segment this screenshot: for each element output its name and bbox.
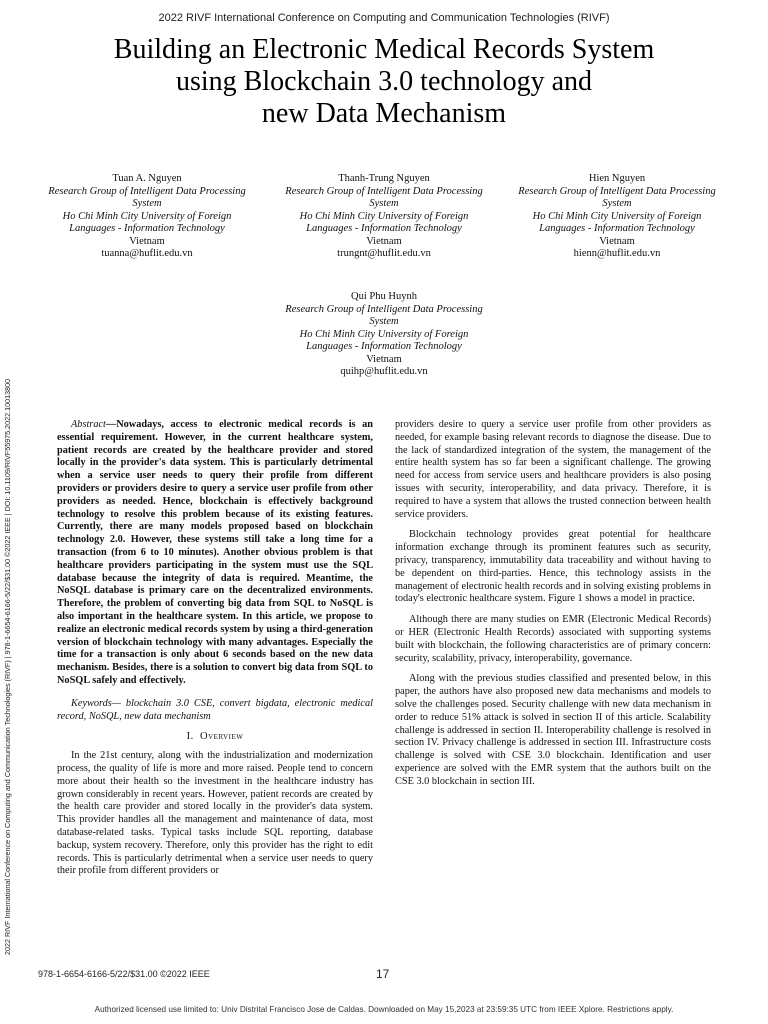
conference-header: 2022 RIVF International Conference on Computing and Communication Technologies (RIVF) — [158, 12, 610, 24]
author-email[interactable]: trungnt@huflit.edu.vn — [337, 248, 431, 259]
author-country: Vietnam — [366, 235, 402, 247]
author-affiliation: Research Group of Intelligent Data Processing System — [285, 303, 483, 327]
author-university: Ho Chi Minh City University of Foreign Languages - Information Technology — [299, 210, 469, 234]
author-email[interactable]: quihp@huflit.edu.vn — [340, 366, 428, 377]
author-name: Tuan A. Nguyen — [112, 173, 182, 184]
author-country: Vietnam — [599, 235, 635, 247]
abstract — [57, 419, 373, 688]
left-column — [57, 419, 373, 886]
body-paragraph: providers desire to query a service user profile from other providers as needed, for example basing relevant records to diagnose the disease. Due to the lack of standardized integration of the system, the management of the entire health system has so far been a significant challenge. The growing need for access from service users and healthcare providers is also posing issues with security, interoperability, and data privacy. Therefore, it is required to have a system that allows the trusted connection between health service providers. — [395, 419, 711, 520]
author-block — [47, 173, 247, 261]
body-paragraph: Although there are many studies on EMR (Electronic Medical Records) or HER (Electronic Health Records) associated with supporting systems built with blockchain, the following characteristics are of primary concern: security, scalability, privacy, interoperability, governance. — [395, 614, 711, 664]
license-notice: Authorized licensed use limited to: Univ Distrital Francisco Jose de Caldas. Downloaded on May 15,2023 at 23:59:35 UTC from IEEE Xplore. Restrictions apply. — [94, 1005, 674, 1014]
right-column — [395, 419, 711, 797]
paper-title — [40, 34, 728, 130]
author-block — [284, 173, 484, 261]
author-name: Hien Nguyen — [588, 173, 646, 184]
author-email[interactable]: tuanna@huflit.edu.vn — [101, 248, 193, 259]
section-title: Overview — [200, 731, 244, 743]
abstract-text: —Nowadays, access to electronic medical records is an essential requirement. However, in the current healthcare system, patient records are created by the healthcare provider and stored locally in the provider's data system. This is particularly detrimental when a service user needs to query their profile from different providers or providers desire to query a service user profile from other providers as needed. Hence, blockchain is effectively background technology to resolve this problem because of its existing features. Currently, there are many models proposed based on blockchain technology 2.0. However, these systems still take a long time for a transaction (from 6 to 10 minutes). Another obvious problem is that healthcare providers participating in the system must use the SQL database because the integrity of data is required. Meantime, the NoSQL database is primary care on the decentralized environments. Therefore, the problem of converting big data from SQL to NoSQL is also important in the healthcare system. In this article, we propose to realize an electronic medical records system by using a third-generation version of blockchain technology with many advantages. Especially the time for a transaction is only about 6 seconds based on the new data mechanism. Besides, there is a solution to convert big data from SQL to NoSQL safely and effectively. — [57, 419, 373, 686]
body-paragraph: In the 21st century, along with the industrialization and modernization process, the quality of life is more and more raised. People tend to concern more about their health so the investment in the healthcare industry has grown considerably in recent years. However, patient records are created by the health care provider and stored locally in the provider's data system. This provider handles all the management and maintenance of data, most database-related tasks. Typical tasks include SQL reporting, database backup, system recovery. Therefore, only this provider has the right to edit records. This is particularly detrimental when a service user needs to query their profile from different providers or — [57, 750, 373, 877]
title-line: new Data Mechanism — [261, 98, 507, 129]
body-paragraph: Blockchain technology provides great potential for healthcare information exchange through its prominent features such as security, privacy, transparency, immutability data traceability and without having to be dependent on third-parties. Hence, this technology assists in the management of electronic health records and in solving existing problems in today's electronic healthcare system. Figure 1 shows a model in practice. — [395, 529, 711, 605]
author-email[interactable]: hienn@huflit.edu.vn — [573, 248, 661, 259]
body-paragraph: Along with the previous studies classified and presented below, in this paper, the authors have also proposed new data mechanisms and models to solve the challenges posed. Security challenge with new data mechanism in order to reduce 51% attack is solved in section II of this article. Scalability challenge is addressed in section II. Interoperability challenge is resolved in section IV. Privacy challenge is addressed in section III. Infrastructure costs challenge is solved with CSE 3.0 blockchain. Identification and user experience are solved with the EMR system that the authors built on the CSE 3.0 blockchain in section III. — [395, 673, 711, 787]
copyright-footer: 978-1-6654-6166-5/22/$31.00 ©2022 IEEE — [38, 969, 210, 979]
keywords: Keywords— blockchain 3.0 CSE, convert bigdata, electronic medical record, NoSQL, new data mechanism — [57, 697, 373, 722]
abstract-label: Abstract — [71, 419, 106, 430]
author-name: Thanh-Trung Nguyen — [338, 173, 430, 184]
author-university: Ho Chi Minh City University of Foreign Languages - Information Technology — [62, 210, 232, 234]
author-affiliation: Research Group of Intelligent Data Processing System — [518, 185, 716, 209]
author-affiliation: Research Group of Intelligent Data Processing System — [48, 185, 246, 209]
section-number: I. — [186, 731, 194, 743]
page-number: 17 — [376, 967, 390, 981]
author-block — [284, 291, 484, 379]
author-affiliation: Research Group of Intelligent Data Processing System — [285, 185, 483, 209]
author-university: Ho Chi Minh City University of Foreign Languages - Information Technology — [299, 328, 469, 352]
title-line: Building an Electronic Medical Records System — [113, 34, 655, 65]
title-line: using Blockchain 3.0 technology and — [175, 66, 593, 97]
author-name: Qui Phu Huynh — [351, 291, 417, 302]
author-country: Vietnam — [366, 353, 402, 365]
section-heading — [57, 731, 373, 744]
author-country: Vietnam — [129, 235, 165, 247]
sidebar-doi: 2022 RIVF International Conference on Computing and Communication Technologies (RIVF) | 978-1-6654-6166-5/22/$31.00 ©2022 IEEE | DOI: 10.1109/RIVF55975.2022.10013800 — [3, 378, 12, 955]
author-block — [517, 173, 717, 261]
author-university: Ho Chi Minh City University of Foreign Languages - Information Technology — [532, 210, 702, 234]
